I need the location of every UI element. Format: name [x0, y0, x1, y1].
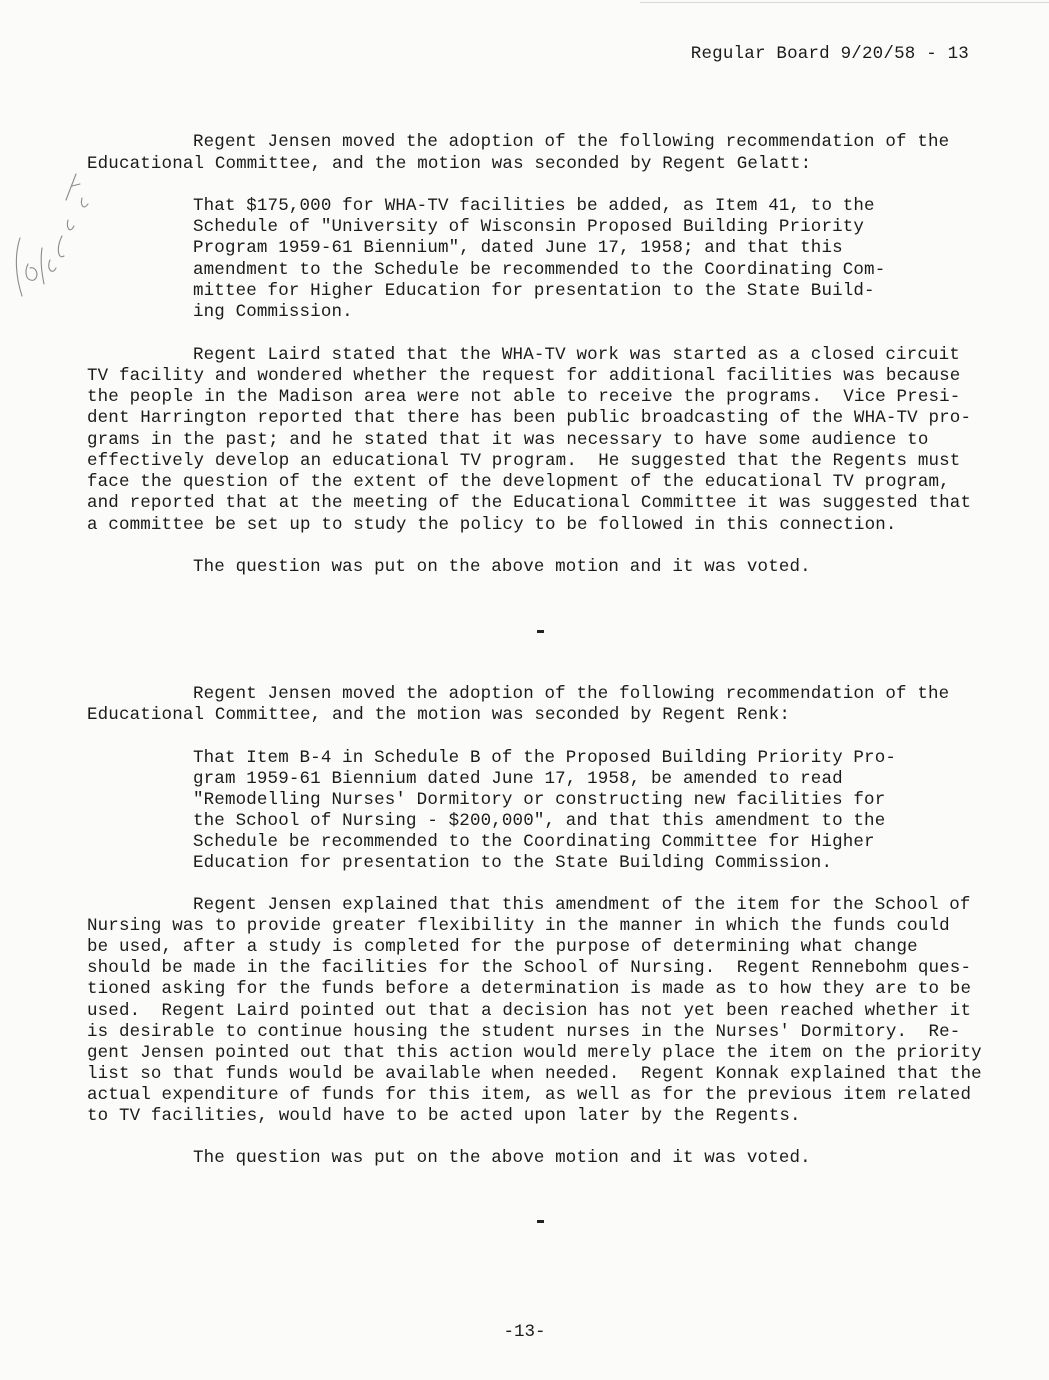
section1-resolution-line-4: amendment to the Schedule be recommended to the Coordinating Com-	[193, 260, 886, 280]
section2-discussion-line-10: actual expenditure of funds for this item, as well as for the previous item related	[87, 1085, 972, 1105]
section1-discussion-line-5: grams in the past; and he stated that it was necessary to have some audience to	[87, 430, 929, 450]
section2-motion-line-2: Educational Committee, and the motion was seconded by Regent Renk:	[87, 705, 791, 725]
section1-resolution-line-3: Program 1959-61 Biennium", dated June 17, 1958; and that this	[193, 238, 843, 258]
scan-edge-line	[640, 2, 1049, 3]
section2-discussion-line-5: tioned asking for the funds before a determination is made as to how they are to be	[87, 979, 972, 999]
section2-discussion-line-2: Nursing was to provide greater flexibility in the manner in which the funds could	[87, 916, 950, 936]
section2-resolution-line-2: gram 1959-61 Biennium dated June 17, 1958, be amended to read	[193, 769, 843, 789]
running-head: Regular Board 9/20/58 - 13	[690, 44, 969, 64]
section2-discussion-line-8: gent Jensen pointed out that this action would merely place the item on the priority	[87, 1043, 982, 1063]
section2-discussion-line-4: should be made in the facilities for the School of Nursing. Regent Rennebohm ques-	[87, 958, 972, 978]
handwritten-margin-note	[6, 168, 116, 318]
section1-discussion-line-3: the people in the Madison area were not able to receive the programs. Vice Presi-	[87, 387, 961, 407]
section1-discussion-line-1: Regent Laird stated that the WHA-TV work was started as a closed circuit	[193, 345, 960, 365]
section-separator-dash	[537, 1220, 544, 1223]
section2-discussion-line-9: list so that funds would be available when needed. Regent Konnak explained that the	[87, 1064, 982, 1084]
section2-discussion-line-7: is desirable to continue housing the student nurses in the Nurses' Dormitory. Re-	[87, 1022, 961, 1042]
section2-resolution-line-1: That Item B-4 in Schedule B of the Proposed Building Priority Pro-	[193, 748, 897, 768]
section2-discussion-line-11: to TV facilities, would have to be acted upon later by the Regents.	[87, 1106, 801, 1126]
section2-discussion-line-6: used. Regent Laird pointed out that a decision has not yet been reached whether it	[87, 1001, 972, 1021]
section1-discussion-line-7: face the question of the extent of the development of the educational TV program,	[87, 472, 950, 492]
section2-resolution-line-4: the School of Nursing - $200,000", and that this amendment to the	[193, 811, 886, 831]
section1-discussion-line-9: a committee be set up to study the policy to be followed in this connection.	[87, 515, 897, 535]
section2-resolution-line-6: Education for presentation to the State Building Commission.	[193, 853, 833, 873]
section1-discussion-line-6: effectively develop an educational TV program. He suggested that the Regents must	[87, 451, 961, 471]
section2-discussion-line-1: Regent Jensen explained that this amendment of the item for the School of	[193, 895, 971, 915]
page-number: -13-	[503, 1322, 546, 1342]
section2-vote-line: The question was put on the above motion and it was voted.	[193, 1148, 811, 1168]
section1-motion-line-2: Educational Committee, and the motion was seconded by Regent Gelatt:	[87, 154, 812, 174]
section1-discussion-line-2: TV facility and wondered whether the request for additional facilities was because	[87, 366, 961, 386]
section1-discussion-line-4: dent Harrington reported that there has been public broadcasting of the WHA-TV pro-	[87, 408, 972, 428]
section2-discussion-line-3: be used, after a study is completed for the purpose of determining what change	[87, 937, 918, 957]
section1-resolution-line-5: mittee for Higher Education for presentation to the State Build-	[193, 281, 875, 301]
section-separator-dash	[537, 630, 544, 633]
section1-vote-line: The question was put on the above motion and it was voted.	[193, 557, 811, 577]
section1-resolution-line-1: That $175,000 for WHA-TV facilities be added, as Item 41, to the	[193, 196, 875, 216]
section2-resolution-line-5: Schedule be recommended to the Coordinating Committee for Higher	[193, 832, 875, 852]
section2-motion-line-1: Regent Jensen moved the adoption of the following recommendation of the	[193, 684, 950, 704]
section1-motion-line-1: Regent Jensen moved the adoption of the following recommendation of the	[193, 132, 950, 152]
section1-discussion-line-8: and reported that at the meeting of the Educational Committee it was suggested that	[87, 493, 972, 513]
section1-resolution-line-2: Schedule of "University of Wisconsin Proposed Building Priority	[193, 217, 865, 237]
section2-resolution-line-3: "Remodelling Nurses' Dormitory or constructing new facilities for	[193, 790, 886, 810]
section1-resolution-line-6: ing Commission.	[193, 302, 353, 322]
